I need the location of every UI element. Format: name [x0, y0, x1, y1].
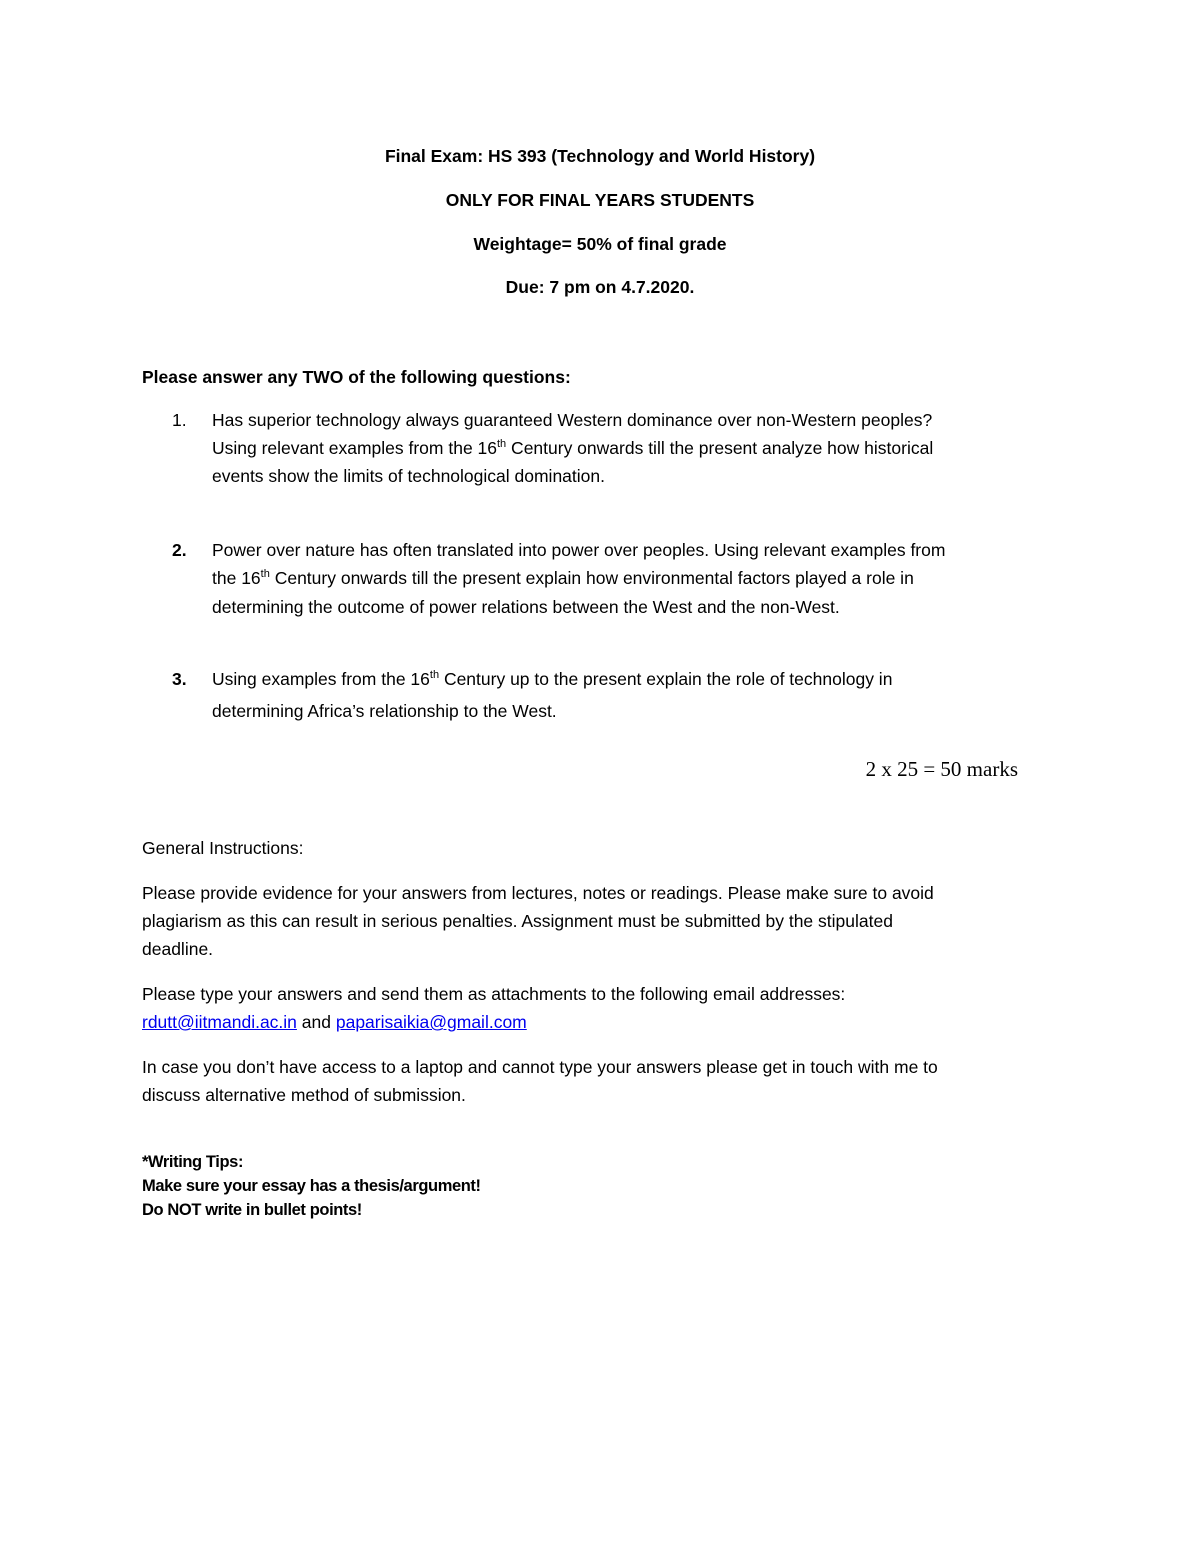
audience-note: ONLY FOR FINAL YEARS STUDENTS: [445, 190, 755, 210]
email-link-paparisaikia[interactable]: paparisaikia@gmail.com: [335, 1012, 527, 1032]
writing-tips-heading: *Writing Tips:: [142, 1153, 244, 1171]
weightage-note: Weightage= 50% of final grade: [473, 234, 727, 254]
instructions-para1-line-1: Please provide evidence for your answers from lectures, notes or readings. Please make sure to avoid: [142, 883, 934, 903]
due-date: Due: 7 pm on 4.7.2020.: [505, 277, 695, 297]
question-2-text-b: Century onwards till the present explain how environmental factors played a role in: [269, 568, 914, 588]
question-1-line-1: Has superior technology always guaranteed Western dominance over non-Western peoples?: [212, 410, 933, 430]
email-join: and: [296, 1012, 336, 1032]
question-3-line-1: [212, 668, 892, 690]
question-3-number: 3.: [172, 669, 187, 689]
email-link-rdutt[interactable]: rdutt@iitmandi.ac.in: [142, 1012, 297, 1032]
instructions-para2-line-1: Please type your answers and send them as attachments to the following email addresses:: [142, 984, 846, 1004]
question-2-text-a: the 16: [212, 568, 261, 588]
writing-tip-2: Do NOT write in bullet points!: [142, 1201, 362, 1219]
question-2-superscript: th: [260, 568, 270, 580]
instructions-para1-line-3: deadline.: [142, 939, 214, 959]
questions-intro: Please answer any TWO of the following questions:: [142, 367, 571, 387]
marks-total: 2 x 25 = 50 marks: [865, 757, 1018, 781]
instructions-para3-line-2: discuss alternative method of submission.: [142, 1085, 466, 1105]
question-1-number: 1.: [172, 410, 187, 430]
question-1-line-2: [212, 437, 933, 459]
question-2-line-1: Power over nature has often translated into power over peoples. Using relevant examples from: [212, 540, 946, 560]
exam-title: Final Exam: HS 393 (Technology and World History): [384, 146, 816, 166]
question-3-text-b: Century up to the present explain the role of technology in: [439, 669, 893, 689]
question-2-line-2: [212, 567, 914, 589]
question-1-text-b: Century onwards till the present analyze how historical: [506, 438, 934, 458]
question-2-number: 2.: [172, 540, 187, 560]
writing-tip-1: Make sure your essay has a thesis/argument!: [142, 1177, 481, 1195]
general-instructions-heading: General Instructions:: [142, 838, 304, 858]
question-1-superscript: th: [497, 438, 507, 450]
question-3-line-2: determining Africa’s relationship to the West.: [212, 701, 557, 721]
email-line: [142, 1011, 527, 1033]
question-1-line-3: events show the limits of technological domination.: [212, 466, 605, 486]
question-3-superscript: th: [429, 669, 440, 681]
instructions-para3-line-1: In case you don’t have access to a laptop and cannot type your answers please get in touch with me to: [142, 1057, 938, 1077]
question-3-text-a: Using examples from the 16: [212, 669, 430, 689]
question-2-line-3: determining the outcome of power relations between the West and the non-West.: [212, 597, 840, 617]
question-1-text-a: Using relevant examples from the 16: [212, 438, 497, 458]
instructions-para1-line-2: plagiarism as this can result in serious penalties. Assignment must be submitted by the stipulated: [142, 911, 893, 931]
